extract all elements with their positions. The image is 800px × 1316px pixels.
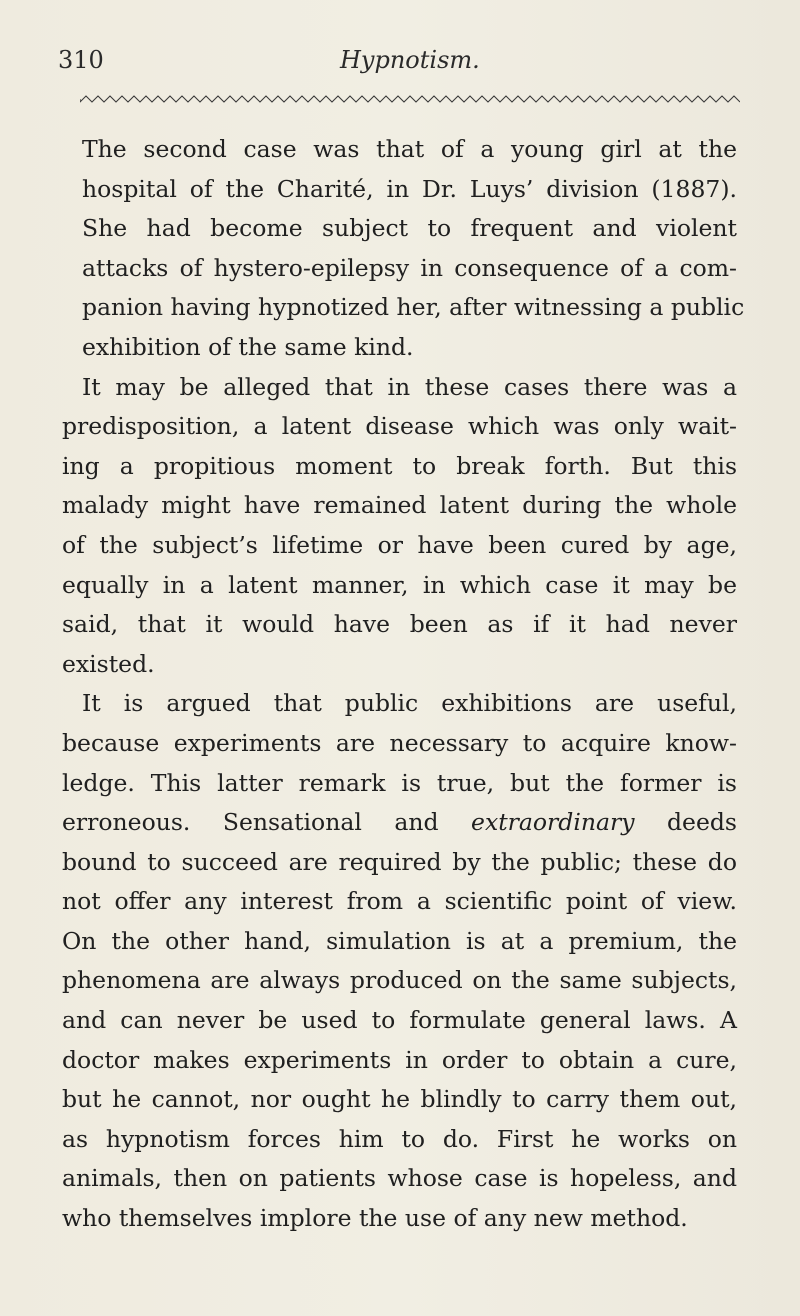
text-line: doctor makes experiments in order to obtain a cure, <box>62 1045 737 1074</box>
text-line: panion having hypnotized her, after witnessing a public <box>82 293 745 322</box>
text-segment: erroneous. Sensational and <box>62 808 439 837</box>
body-text <box>62 130 745 1239</box>
text-line: phenomena are always produced on the same subjects, <box>62 966 737 995</box>
text-line: animals, then on patients whose case is hopeless, and <box>62 1164 737 1193</box>
text-segment: deeds <box>667 808 737 837</box>
paragraph-3 <box>62 684 737 1238</box>
text-line: She had become subject to frequent and violent <box>82 214 737 243</box>
text-line: The second case was that of a young girl at the <box>82 135 737 163</box>
text-line-with-italic <box>62 803 737 843</box>
text-line: On the other hand, simulation is at a premium, the <box>62 926 737 955</box>
text-line: of the subject’s lifetime or have been cured by age, <box>62 530 737 559</box>
text-line: but he cannot, nor ought he blindly to carry them out, <box>62 1085 737 1114</box>
text-line: existed. <box>62 649 155 678</box>
text-line: bound to succeed are required by the public; these do <box>62 847 737 876</box>
text-line: It may be alleged that in these cases there was a <box>82 372 737 401</box>
page-number: 310 <box>58 46 104 74</box>
text-line: who themselves implore the use of any new method. <box>62 1204 688 1233</box>
text-line: exhibition of the same kind. <box>82 332 414 361</box>
text-line: predisposition, a latent disease which was only wait- <box>62 412 737 441</box>
paragraph-1 <box>62 130 745 368</box>
italic-word: extraordinary <box>471 808 635 837</box>
running-title: Hypnotism. <box>340 46 480 74</box>
text-line: equally in a latent manner, in which case it may be <box>62 570 737 599</box>
paragraph-2 <box>62 368 737 685</box>
page-header <box>58 46 758 86</box>
text-line: because experiments are necessary to acquire know- <box>62 728 737 757</box>
text-line: hospital of the Charité, in Dr. Luys’ division (1887). <box>82 174 737 203</box>
text-line: as hypnotism forces him to do. First he works on <box>62 1124 737 1153</box>
text-line: attacks of hystero-epilepsy in consequence of a com- <box>82 253 737 282</box>
decorative-rule <box>80 92 740 106</box>
text-line: not offer any interest from a scientific point of view. <box>62 887 737 916</box>
text-line: It is argued that public exhibitions are useful, <box>82 689 737 718</box>
text-line: ledge. This latter remark is true, but the former is <box>62 768 737 797</box>
text-line: said, that it would have been as if it had never <box>62 610 737 639</box>
text-line: ing a propitious moment to break forth. But this <box>62 451 737 480</box>
text-line: malady might have remained latent during the whole <box>62 491 737 520</box>
text-line: and can never be used to formulate general laws. A <box>62 1006 737 1035</box>
